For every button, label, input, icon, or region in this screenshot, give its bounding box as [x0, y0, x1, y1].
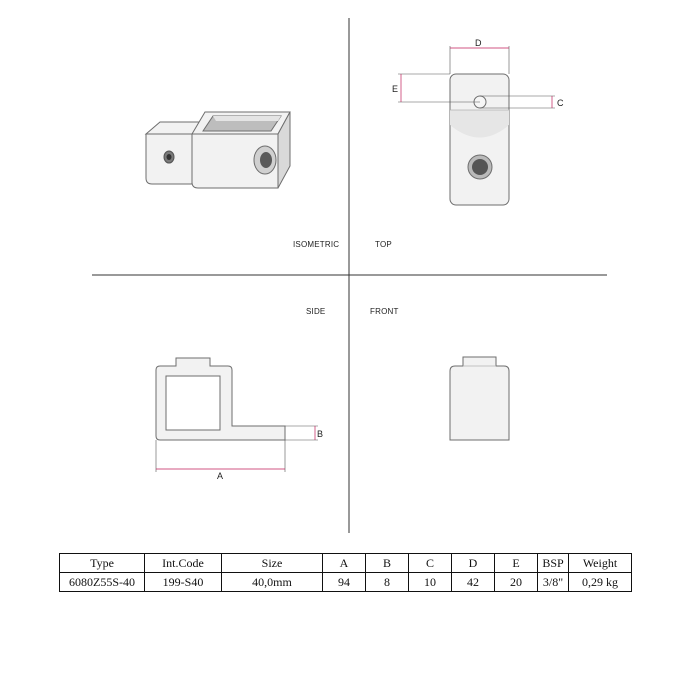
cell-e: 20 — [495, 573, 538, 592]
header-size: Size — [222, 554, 323, 573]
cell-d: 42 — [452, 573, 495, 592]
front-label: FRONT — [370, 307, 399, 316]
header-a: A — [323, 554, 366, 573]
isometric-view — [146, 112, 290, 188]
header-type: Type — [60, 554, 145, 573]
front-view — [450, 357, 509, 440]
cell-c: 10 — [409, 573, 452, 592]
cell-int-code: 199-S40 — [145, 573, 222, 592]
dimension-a-label: A — [217, 471, 224, 481]
header-d: D — [452, 554, 495, 573]
cell-weight: 0,29 kg — [569, 573, 632, 592]
cell-type: 6080Z55S-40 — [60, 573, 145, 592]
cell-a: 94 — [323, 573, 366, 592]
side-label: SIDE — [306, 307, 326, 316]
cell-bsp: 3/8" — [538, 573, 569, 592]
dimension-d-label: D — [475, 38, 482, 48]
header-int-code: Int.Code — [145, 554, 222, 573]
header-weight: Weight — [569, 554, 632, 573]
dimension-c-label: C — [557, 98, 564, 108]
header-b: B — [366, 554, 409, 573]
side-view — [156, 358, 318, 472]
header-bsp: BSP — [538, 554, 569, 573]
isometric-label: ISOMETRIC — [293, 240, 340, 249]
top-label: TOP — [375, 240, 392, 249]
table-header-row — [60, 554, 632, 573]
cell-size: 40,0mm — [222, 573, 323, 592]
square-tube-opening — [166, 376, 220, 430]
dimension-b-label: B — [317, 429, 324, 439]
dimension-e-label: E — [392, 84, 399, 94]
specification-table — [59, 553, 632, 592]
header-e: E — [495, 554, 538, 573]
cell-b: 8 — [366, 573, 409, 592]
header-c: C — [409, 554, 452, 573]
table-row — [60, 573, 632, 592]
top-view — [398, 46, 555, 205]
